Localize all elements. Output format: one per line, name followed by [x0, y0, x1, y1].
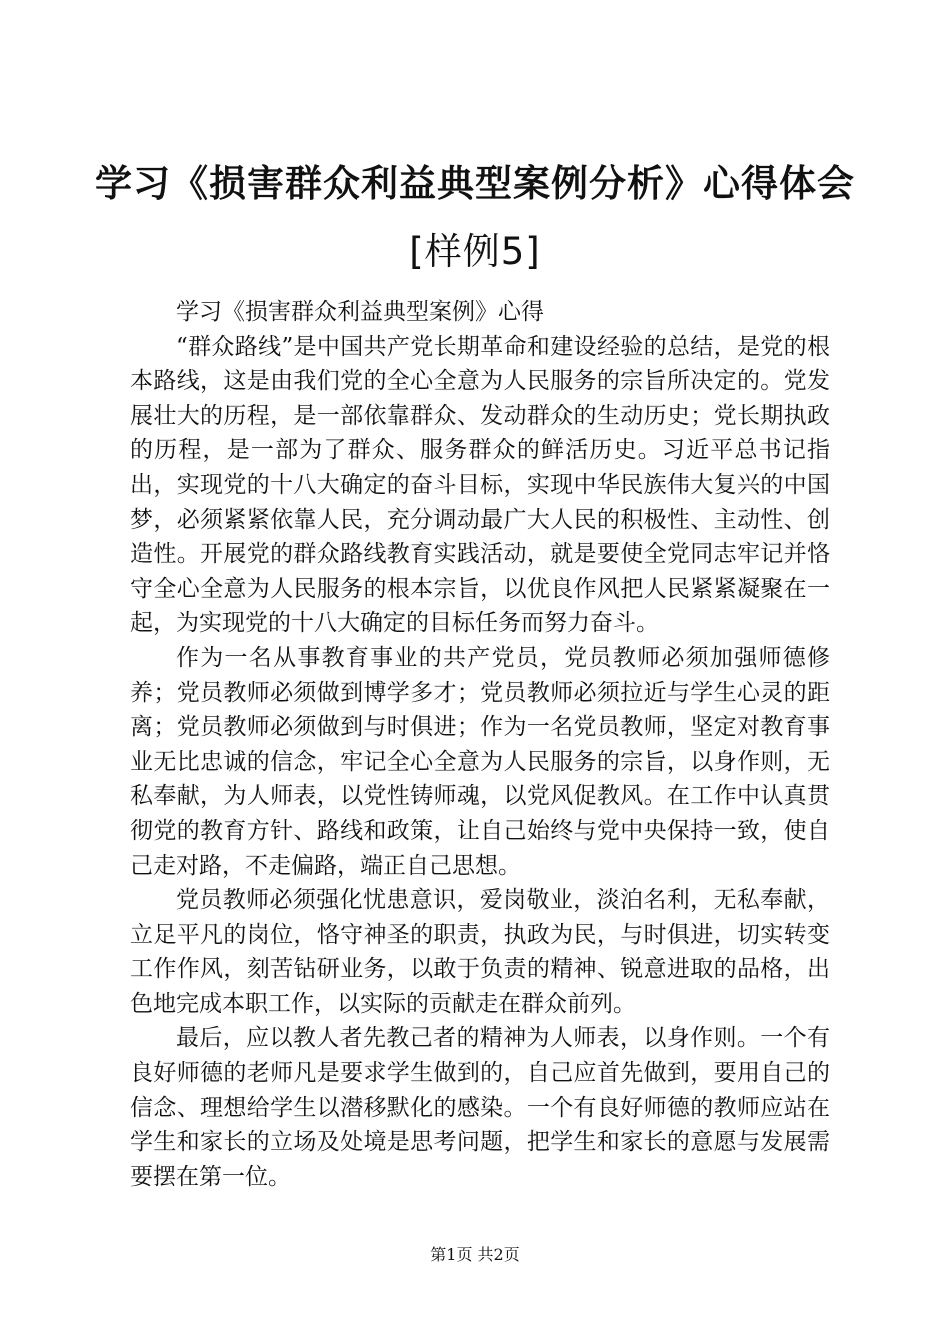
- body-paragraph: “群众路线”是中国共产党长期革命和建设经验的总结，是党的根本路线，这是由我们党的全心全意为人民服务的宗旨所决定的。党发展壮大的历程，是一部依靠群众、发动群众的生动历史；党长期执政的历程，是一部为了群众、服务群众的鲜活历史。习近平总书记指出，实现党的十八大确定的奋斗目标，实现中华民族伟大复兴的中国梦，必须紧紧依靠人民，充分调动最广大人民的积极性、主动性、创造性。开展党的群众路线教育实践活动，就是要使全党同志牢记并恪守全心全意为人民服务的根本宗旨，以优良作风把人民紧紧凝聚在一起，为实现党的十八大确定的目标任务而努力奋斗。: [130, 333, 830, 637]
- document-subtitle: 学习《损害群众利益典型案例》心得: [176, 299, 544, 325]
- document-title-suffix: [样例5]: [409, 230, 541, 273]
- body-paragraph: 党员教师必须强化忧患意识，爱岗敬业，淡泊名利，无私奉献，立足平凡的岗位，恪守神圣的职责，执政为民，与时俱进，切实转变工作作风，刻苦钻研业务，以敢于负责的精神、锐意进取的品格，出色地完成本职工作，以实际的贡献走在群众前列。: [130, 887, 830, 1017]
- body-paragraph: 最后，应以教人者先教己者的精神为人师表，以身作则。一个有良好师德的老师凡是要求学生做到的，自己应首先做到，要用自己的信念、理想给学生以潜移默化的感染。一个有良好师德的教师应站在学生和家长的立场及处境是思考问题，把学生和家长的意愿与发展需要摆在第一位。: [130, 1025, 830, 1190]
- document-body: [130, 295, 830, 1194]
- body-paragraph: 作为一名从事教育事业的共产党员，党员教师必须加强师德修养；党员教师必须做到博学多才；党员教师必须拉近与学生心灵的距离；党员教师必须做到与时俱进；作为一名党员教师，坚定对教育事业无比忠诚的信念，牢记全心全意为人民服务的宗旨，以身作则，无私奉献，为人师表，以党性铸师魂，以党风促教风。在工作中认真贯彻党的教育方针、路线和政策，让自己始终与党中央保持一致，使自己走对路，不走偏路，端正自己思想。: [130, 644, 830, 879]
- page-footer: 第1页 共2页: [430, 1245, 520, 1264]
- document-title: 学习《损害群众利益典型案例分析》心得体会: [95, 162, 855, 205]
